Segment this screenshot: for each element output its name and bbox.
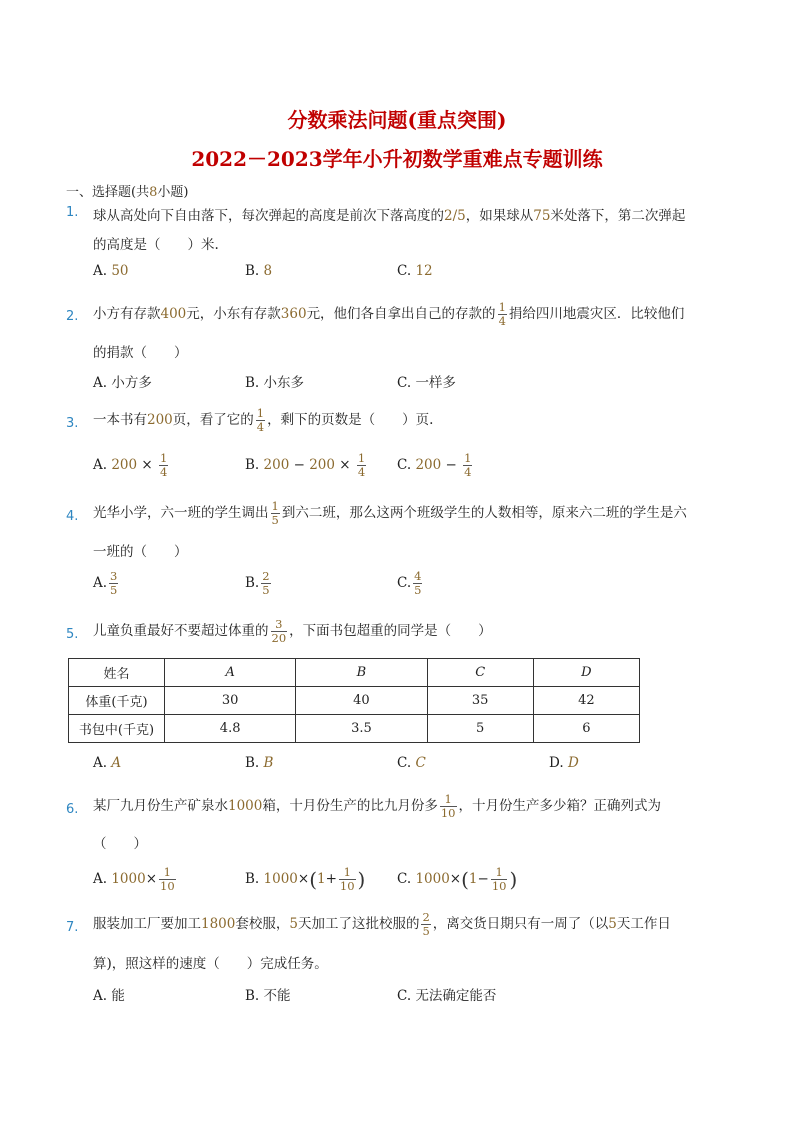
table-cell: C — [427, 659, 533, 687]
table-cell: B — [296, 659, 427, 687]
fraction: $\frac{2}{5}$ — [422, 910, 430, 939]
option-b[interactable]: B. 不能 — [245, 988, 291, 1004]
fraction: $\frac{1}{10}$ — [491, 865, 507, 894]
table-cell: 5 — [427, 715, 533, 743]
table-cell: 35 — [427, 687, 533, 715]
question-text: 球从高处向下自由落下，每次弹起的高度是前次下落高度的2/5，如果球从75米处落下，第二次弹起 — [93, 208, 686, 224]
question-text: 服装加工厂要加工1800套校服，5天加工了这批校服的 $\frac{2}{5}$ ，离交货日期只有一周了（以5天工作日 — [93, 910, 671, 939]
fraction: $\frac{1}{4}$ — [160, 451, 168, 480]
table-cell: 3.5 — [296, 715, 427, 743]
fraction: $\frac{1}{4}$ — [357, 451, 366, 480]
fraction: $\frac{1}{4}$ — [256, 406, 265, 435]
option-a[interactable]: A. 50 — [93, 263, 129, 279]
table-cell: 姓名 — [69, 659, 165, 687]
question-text: 某厂九月份生产矿泉水1000箱，十月份生产的比九月份多 $\frac{1}{10}$ ，十月份生产多少箱？正确列式为 — [93, 792, 661, 821]
question-number: 1. — [66, 205, 79, 220]
question-text: 光华小学，六一班的学生调出 $\frac{1}{5}$ 到六二班，那么这两个班级学生的人数相等，原来六二班的学生是六 — [93, 499, 687, 528]
table-cell: D — [533, 659, 639, 687]
table-cell: 42 — [533, 687, 639, 715]
page-title: 分数乘法问题(重点突围) — [287, 108, 507, 132]
question-number: 7. — [66, 920, 79, 935]
table-cell: 书包中(千克) — [69, 715, 165, 743]
option-b[interactable]: B. 200 − 200 × $\frac{1}{4}$ — [245, 451, 366, 480]
option-a[interactable]: A. 200 × $\frac{1}{4}$ — [93, 451, 168, 480]
question-text: 一本书有200页，看了它的 $\frac{1}{4}$ ，剩下的页数是（ ）页. — [93, 406, 434, 435]
table-cell: A — [165, 659, 296, 687]
option-b[interactable]: B. B — [245, 755, 274, 771]
option-b[interactable]: B. $\frac{2}{5}$ — [245, 569, 270, 598]
fraction: $\frac{1}{5}$ — [271, 499, 279, 528]
option-a[interactable]: A. 小方多 — [93, 375, 152, 391]
table-cell: 30 — [165, 687, 296, 715]
table-cell: 40 — [296, 687, 427, 715]
option-c[interactable]: C. 200 − $\frac{1}{4}$ — [397, 451, 472, 480]
fraction: $\frac{1}{10}$ — [160, 865, 175, 894]
question-text: 小方有存款400元，小东有存款360元，他们各自拿出自己的存款的 $\frac{1}{4}$ 捐给四川地震灾区．比较他们 — [93, 300, 685, 329]
question-text: 儿童负重最好不要超过体重的 $\frac{3}{20}$ ，下面书包超重的同学是（ ） — [93, 617, 492, 646]
option-c[interactable]: C. 1000×(1− $\frac{1}{10}$ ) — [397, 865, 518, 894]
table-cell: 6 — [533, 715, 639, 743]
question-text: （ ） — [93, 836, 147, 852]
table-header-row — [69, 659, 640, 687]
fraction: $\frac{2}{5}$ — [262, 569, 270, 598]
question-number: 4. — [66, 509, 79, 524]
fraction: $\frac{1}{4}$ — [464, 451, 472, 480]
option-b[interactable]: B. 8 — [245, 263, 273, 279]
option-c[interactable]: C. C — [397, 755, 426, 771]
question-text: 算)，照这样的速度（ ）完成任务。 — [93, 956, 328, 972]
fraction: $\frac{3}{5}$ — [110, 569, 118, 598]
table-cell: 4.8 — [165, 715, 296, 743]
question-text: 的捐款（ ） — [93, 345, 188, 361]
option-b[interactable]: B. 1000×(1+ $\frac{1}{10}$ ) — [245, 865, 366, 894]
option-c[interactable]: C. 无法确定能否 — [397, 988, 497, 1004]
option-b[interactable]: B. 小东多 — [245, 375, 305, 391]
page-subtitle: 2022－2023学年小升初数学重难点专题训练 — [191, 147, 603, 171]
section-heading: 一、选择题(共8小题) — [66, 185, 189, 200]
question-text: 的高度是（ ）米. — [93, 237, 219, 253]
option-c[interactable]: C. $\frac{4}{5}$ — [397, 569, 422, 598]
fraction: $\frac{1}{10}$ — [339, 865, 355, 894]
fraction: $\frac{1}{4}$ — [498, 300, 506, 329]
question-number: 3. — [66, 416, 79, 431]
data-table — [68, 658, 640, 743]
question-number: 6. — [66, 802, 79, 817]
question-text: 一班的（ ） — [93, 544, 188, 560]
option-c[interactable]: C. 12 — [397, 263, 433, 279]
option-a[interactable]: A. 能 — [93, 988, 125, 1004]
table-row — [69, 715, 640, 743]
question-number: 2. — [66, 309, 79, 324]
option-a[interactable]: A. $\frac{3}{5}$ — [93, 569, 118, 598]
option-d[interactable]: D. D — [549, 755, 579, 771]
option-a[interactable]: A. 1000× $\frac{1}{10}$ — [93, 865, 175, 894]
fraction: $\frac{3}{20}$ — [271, 617, 287, 646]
table-row — [69, 687, 640, 715]
question-number: 5. — [66, 627, 79, 642]
fraction: $\frac{4}{5}$ — [414, 569, 422, 598]
option-a[interactable]: A. A — [93, 755, 122, 771]
fraction: $\frac{1}{10}$ — [440, 792, 456, 821]
option-c[interactable]: C. 一样多 — [397, 375, 456, 391]
table-cell: 体重(千克) — [69, 687, 165, 715]
